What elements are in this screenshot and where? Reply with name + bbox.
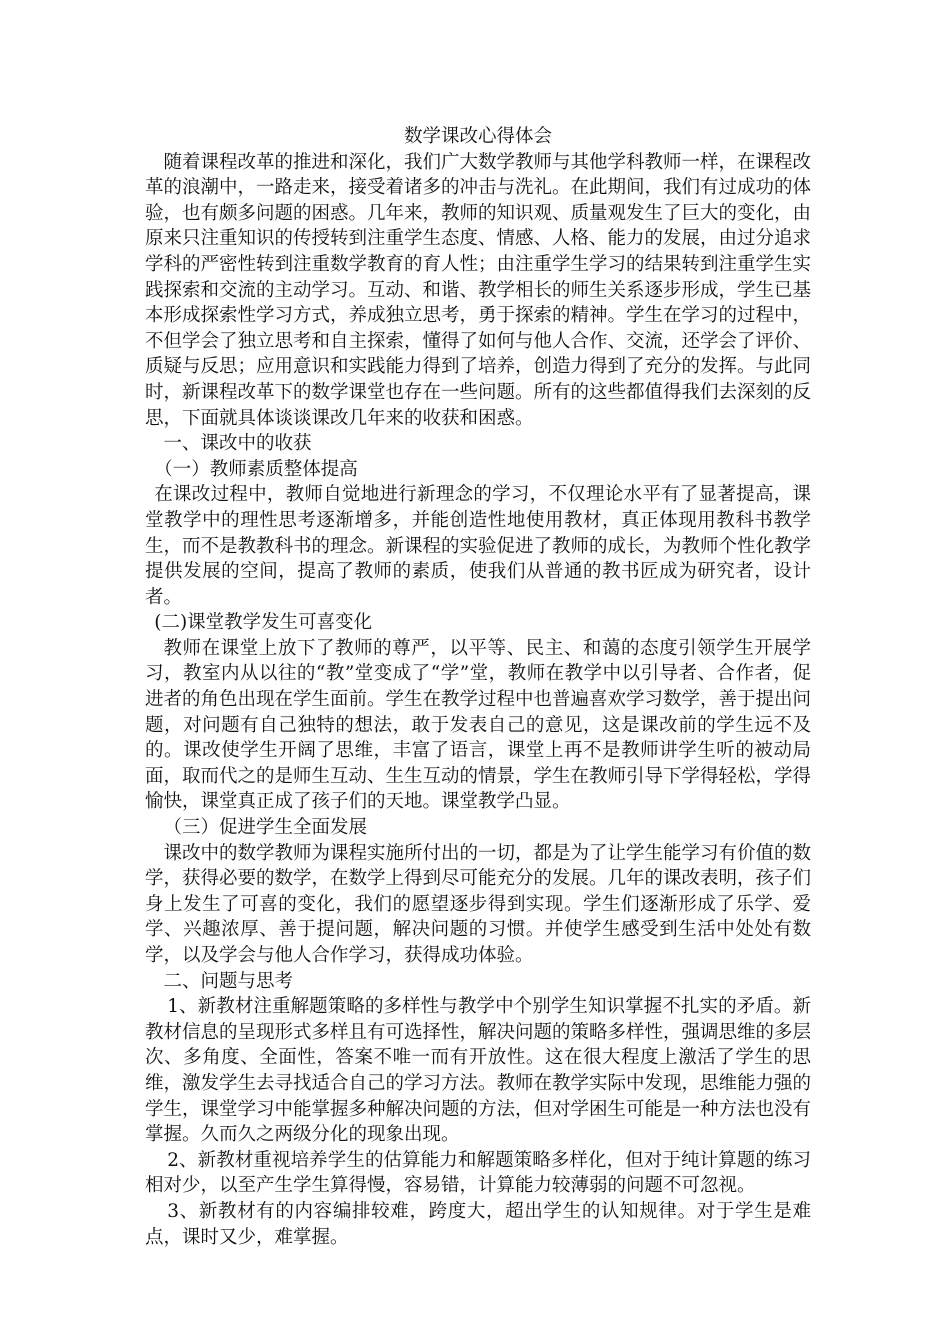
subsection-heading-teacher-quality: （一）教师素质整体提高 [154,458,358,480]
subsection-paragraph-student-development: 课改中的数学教师为课程实施所付出的一切，都是为了让学生能学习有价值的数学，获得必要的数学，在数学上得到尽可能充分的发展。几年的课改表明，孩子们身上发生了可喜的变化，我们的愿望逐步得到实现。学生们逐渐形成了乐学、爱学、兴趣浓厚、善于提问题，解决问题的习惯。并使学生感受到生活中处处有数学，以及学会与他人合作学习，获得成功体验。 [145,842,812,966]
problem-item-3: 3、新教材有的内容编排较难，跨度大，超出学生的认知规律。对于学生是难点，课时又少，难掌握。 [145,1200,811,1248]
subsection-heading-student-development: （三）促进学生全面发展 [163,817,368,839]
problem-item-2: 2、新教材重视培养学生的估算能力和解题策略多样化，但对于纯计算题的练习相对少，以至产生学生算得慢，容易错，计算能力较薄弱的问题不可忽视。 [145,1149,811,1197]
subsection-paragraph-teacher-quality: 在课改过程中，教师自觉地进行新理念的学习，不仅理论水平有了显著提高，课堂教学中的理性思考逐渐增多，并能创造性地使用教材，真正体现用教科书教学生，而不是教教科书的理念。新课程的实验促进了教师的成长，为教师个性化教学提供发展的空间，提高了教师的素质，使我们从普通的教书匠成为研究者，设计者。 [145,484,812,608]
document-page [145,120,811,1250]
subsection-paragraph-classroom-change: 教师在课堂上放下了教师的尊严，以平等、民主、和蔼的态度引领学生开展学习，教室内从以往的“教”堂变成了“学”堂，教师在教学中以引导者、合作者，促进者的角色出现在学生面前。学生在教学过程中也普遍喜欢学习数学，善于提出问题，对问题有自己独特的想法，敢于发表自己的意见，这是课改前的学生远不及的。课改使学生开阔了思维，丰富了语言，课堂上再不是教师讲学生听的被动局面，取而代之的是师生互动、生生互动的情景，学生在教师引导下学得轻松，学得愉快，课堂真正成了孩子们的天地。课堂教学凸显。 [145,637,812,813]
subsection-heading-classroom-change: (二)课堂教学发生可喜变化 [154,612,373,634]
document-title: 数学课改心得体会 [403,126,552,147]
problem-item-1: 1、新教材注重解题策略的多样性与教学中个别学生知识掌握不扎实的矛盾。新教材信息的呈现形式多样且有可选择性，解决问题的策略多样性，强调思维的多层次、多角度、全面性，答案不唯一而有开放性。这在很大程度上激活了学生的思维，激发学生去寻找适合自己的学习方法。教师在教学实际中发现，思维能力强的学生，课堂学习中能掌握多种解决问题的方法，但对学困生可能是一种方法也没有掌握。久而久之两级分化的现象出现。 [145,996,812,1146]
section-heading-gains: 一、课改中的收获 [163,433,312,455]
section-heading-problems: 二、问题与思考 [163,970,294,992]
intro-paragraph: 随着课程改革的推进和深化，我们广大数学教师与其他学科教师一样，在课程改革的浪潮中，一路走来，接受着诸多的冲击与洗礼。在此期间，我们有过成功的体验，也有颇多问题的困惑。几年来，教师的知识观、质量观发生了巨大的变化，由原来只注重知识的传授转到注重学生态度、情感、人格、能力的发展，由过分追求学科的严密性转到注重数学教育的育人性；由注重学生学习的结果转到注重学生实践探索和交流的主动学习。互动、和谐、教学相长的师生关系逐步形成，学生已基本形成探索性学习方式，养成独立思考，勇于探索的精神。学生在学习的过程中，不但学会了独立思考和自主探索，懂得了如何与他人合作、交流，还学会了评价、质疑与反思；应用意识和实践能力得到了培养，创造力得到了充分的发挥。与此同时，新课程改革下的数学课堂也存在一些问题。所有的这些都值得我们去深刻的反思，下面就具体谈谈课改几年来的收获和困惑。 [145,151,812,429]
